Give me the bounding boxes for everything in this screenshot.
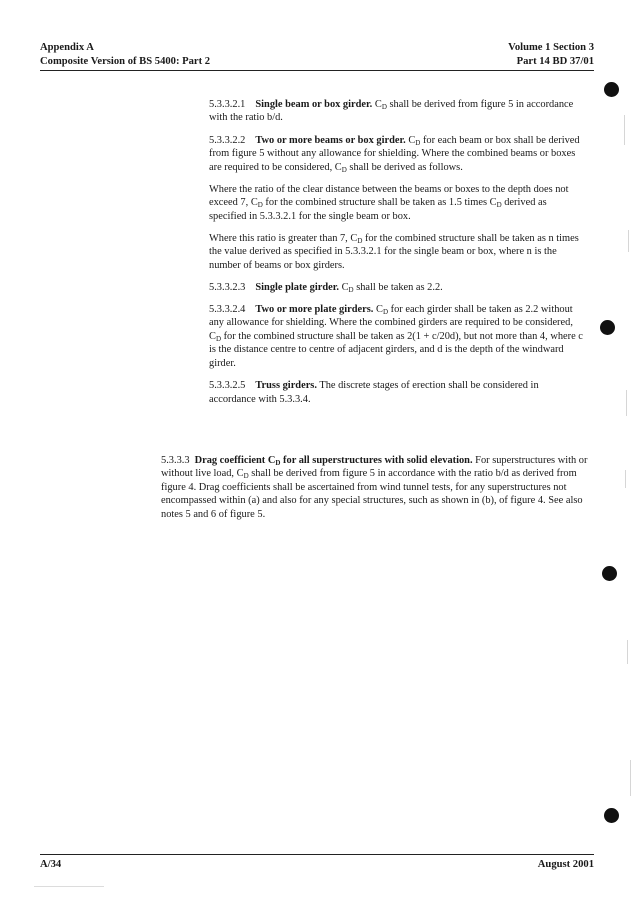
clause-5-3-3-2-block (209, 98, 584, 415)
coefficient-symbol: $C_D$ (489, 197, 502, 210)
paragraph-5-3-3-2-5 (209, 379, 584, 406)
scan-artifact-line (626, 390, 627, 416)
footer-rule (40, 854, 594, 855)
header-left (40, 41, 210, 69)
scan-artifact-line (628, 230, 629, 252)
binder-hole-2 (600, 320, 615, 335)
clause-number: 5.3.3.2.2 (209, 134, 246, 146)
header-part-reference: Part 14 BD 37/01 (516, 56, 594, 67)
clause-title: Single beam or box girder. (255, 99, 373, 110)
clause-title: Truss girders. (255, 380, 317, 392)
coefficient-symbol: $C_D$ (341, 281, 354, 294)
paragraph-text: derived as specified in 5.3.3.2.1 for the single beam or box. (209, 197, 547, 222)
header-volume-section: Volume 1 Section 3 (508, 42, 594, 53)
binder-hole-1 (604, 82, 619, 97)
paragraph-text: For superstructures with or without live load, (161, 455, 588, 480)
coefficient-symbol: $C_D$ (334, 161, 347, 174)
clause-5-3-3-3-block (161, 454, 589, 530)
binder-hole-3 (602, 566, 617, 581)
paragraph-text: shall be derived from figure 5 in accordance with the ratio b/d as derived from figure 4. Drag coefficients shall be ascertained from wind tunnel tests, for any superstructures not encompassed within (a) and also for any special structures, such as shown in (b), of figure 4. See also notes 5 and 6 of figure 5. (161, 468, 583, 520)
paragraph-text: for the combined structure shall be taken as n times the value derived as specified in 5.3.3.2.1 for the single beam or box, where n is the number of beams or box girders. (209, 232, 579, 271)
scan-artifact-line (625, 470, 626, 488)
paragraph-text: Where this ratio is greater than 7, (209, 232, 351, 244)
paragraph-ratio-greater-than-7 (209, 232, 584, 272)
paragraph-5-3-3-2-4 (209, 303, 584, 370)
scan-artifact-line (34, 886, 104, 887)
header-document-title: Composite Version of BS 5400: Part 2 (40, 56, 211, 67)
header-appendix: Appendix A (40, 42, 94, 53)
clause-number: 5.3.3.3 (161, 455, 190, 466)
paragraph-text: shall be derived from figure 5 in accordance with the ratio b/d. (209, 99, 574, 124)
coefficient-symbol: $C_D$ (408, 134, 421, 147)
binder-hole-4 (604, 808, 619, 823)
footer-page-number: A/34 (40, 859, 62, 870)
paragraph-text: for the combined structure shall be taken as 1.5 times (262, 197, 490, 209)
paragraph-5-3-3-2-2 (209, 134, 584, 174)
clause-number: 5.3.3.2.1 (209, 99, 246, 110)
paragraph-text: shall be taken as 2.2. (353, 281, 443, 293)
paragraph-text: for the combined structure shall be taken as 2(1 + c/20d), but not more than 4, where c is the distance centre to centre of adjacent girders, and d is the depth of the windward girder. (209, 330, 583, 369)
scan-artifact-line (627, 640, 628, 664)
header-rule (40, 70, 594, 71)
clause-title: Two or more plate girders. (255, 304, 374, 316)
paragraph-5-3-3-2-1 (209, 98, 584, 125)
coefficient-symbol: $C_D$ (250, 197, 263, 210)
paragraph-ratio-not-exceeding-7 (209, 183, 584, 223)
header-right (508, 41, 594, 69)
paragraph-text: shall be derived as follows. (346, 161, 463, 173)
paragraph-text: for each girder shall be taken as 2.2 without any allowance for shielding. Where the combined girders are required to be considered, (209, 304, 573, 329)
clause-title: Two or more beams or box girder. (255, 134, 406, 146)
paragraph-text: Where the ratio of the clear distance between the beams or boxes to the depth does not exceed 7, (209, 184, 569, 209)
paragraph-text: The discrete stages of erection shall be considered in accordance with 5.3.3.4. (209, 380, 539, 405)
footer-date: August 2001 (537, 859, 594, 870)
coefficient-symbol: $C_D$ (267, 455, 281, 467)
clause-title: Drag coefficient $C_D$ for all superstructures with solid elevation. (194, 455, 473, 467)
clause-number: 5.3.3.2.4 (209, 304, 246, 316)
scan-artifact-line (624, 115, 625, 145)
clause-number: 5.3.3.2.3 (209, 281, 246, 293)
clause-number: 5.3.3.2.5 (209, 380, 246, 392)
coefficient-symbol: $C_D$ (236, 468, 249, 481)
clause-title: Single plate girder. (255, 281, 339, 293)
coefficient-symbol: $C_D$ (350, 232, 363, 245)
paragraph-text: for each beam or box shall be derived from figure 5 without any allowance for shielding. Where the combined beams or boxes are required to be considered, (209, 134, 580, 173)
coefficient-symbol: $C_D$ (376, 304, 389, 317)
coefficient-symbol: $C_D$ (209, 330, 221, 343)
paragraph-5-3-3-2-3 (209, 281, 584, 294)
scan-artifact-line (630, 760, 631, 796)
coefficient-symbol: $C_D$ (374, 99, 387, 111)
paragraph-5-3-3-3 (161, 454, 589, 521)
